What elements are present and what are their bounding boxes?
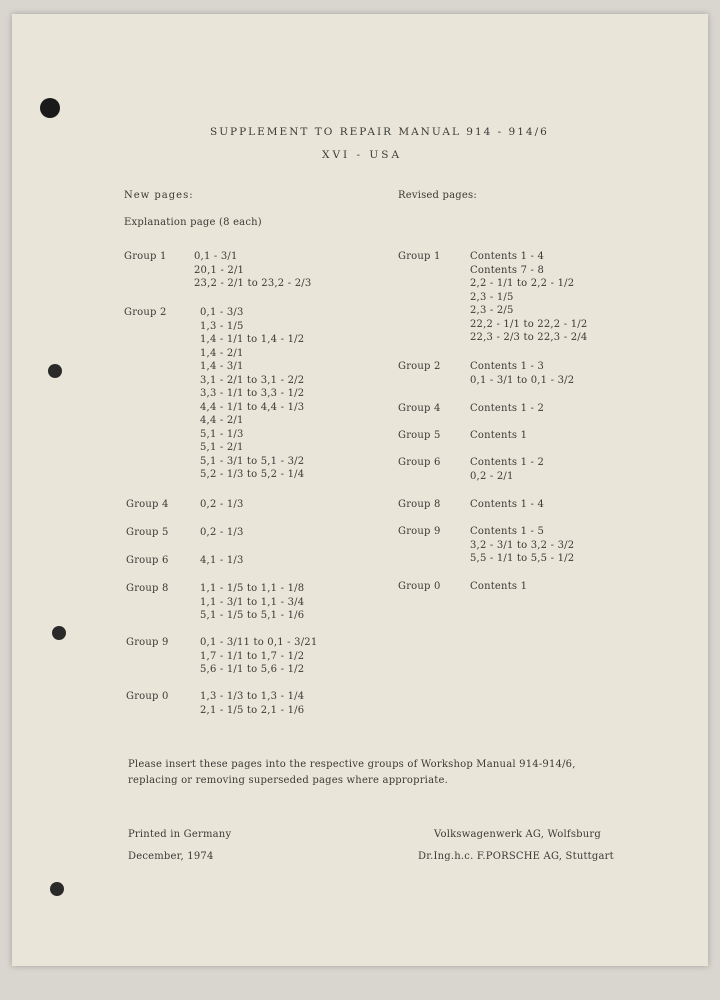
document-title: SUPPLEMENT TO REPAIR MANUAL 914 - 914/6 <box>210 126 549 138</box>
revised-group-label: Group 2 <box>398 361 441 372</box>
company-porsche: Dr.Ing.h.c. F.PORSCHE AG, Stuttgart <box>418 851 614 862</box>
revised-group-label: Group 6 <box>398 457 441 468</box>
revised-group-pages: Contents 1 - 4 <box>470 499 545 510</box>
revised-pages-heading: Revised pages: <box>398 190 477 201</box>
document-page <box>12 14 708 966</box>
revised-group-pages: Contents 1 <box>470 581 528 592</box>
new-group-pages: 0,1 - 3/1 20,1 - 2/1 23,2 - 2/1 to 23,2 - 2/3 <box>194 251 312 289</box>
punch-hole <box>48 364 62 378</box>
printed-in: Printed in Germany <box>128 829 232 840</box>
new-group-pages: 1,1 - 1/5 to 1,1 - 1/8 1,1 - 3/1 to 1,1 - 3/4 5,1 - 1/5 to 5,1 - 1/6 <box>200 583 305 621</box>
new-group-label: Group 0 <box>126 691 169 702</box>
new-group-pages: 0,1 - 3/3 1,3 - 1/5 1,4 - 1/1 to 1,4 - 1/2 1,4 - 2/1 1,4 - 3/1 3,1 - 2/1 to 3,1 - 2/2 3,3 - 1/1 to 3,3 - 1/2 4,4 - 1/1 to 4,4 - 1/3 4,4 - 2/1 5,1 - 1/3 5,1 - 2/1 5,1 - 3/1 to 5,1 - 3/2 5,2 - 1/3 to 5,2 - 1/4 <box>200 307 305 480</box>
new-group-label: Group 1 <box>124 251 167 262</box>
company-vw: Volkswagenwerk AG, Wolfsburg <box>434 829 601 840</box>
revised-group-pages: Contents 1 - 5 3,2 - 3/1 to 3,2 - 3/2 5,5 - 1/1 to 5,5 - 1/2 <box>470 526 575 564</box>
new-group-pages: 0,1 - 3/11 to 0,1 - 3/21 1,7 - 1/1 to 1,7 - 1/2 5,6 - 1/1 to 5,6 - 1/2 <box>200 637 318 675</box>
revised-group-label: Group 8 <box>398 499 441 510</box>
new-group-pages: 4,1 - 1/3 <box>200 555 244 566</box>
punch-hole <box>50 882 64 896</box>
revised-group-label: Group 4 <box>398 403 441 414</box>
revised-group-pages: Contents 1 - 2 0,2 - 2/1 <box>470 457 545 482</box>
new-group-label: Group 6 <box>126 555 169 566</box>
explanation-text: Explanation page (8 each) <box>124 217 262 228</box>
instruction-line-1: Please insert these pages into the respective groups of Workshop Manual 914-914/6, <box>128 759 576 770</box>
revised-group-label: Group 5 <box>398 430 441 441</box>
new-group-label: Group 2 <box>124 307 167 318</box>
new-group-pages: 0,2 - 1/3 <box>200 499 244 510</box>
new-group-label: Group 5 <box>126 527 169 538</box>
new-group-label: Group 9 <box>126 637 169 648</box>
revised-group-label: Group 9 <box>398 526 441 537</box>
punch-hole <box>52 626 66 640</box>
new-group-label: Group 8 <box>126 583 169 594</box>
revised-group-pages: Contents 1 - 2 <box>470 403 545 414</box>
revised-group-label: Group 0 <box>398 581 441 592</box>
revised-group-pages: Contents 1 - 4 Contents 7 - 8 2,2 - 1/1 to 2,2 - 1/2 2,3 - 1/5 2,3 - 2/5 22,2 - 1/1 to 22,2 - 1/2 22,3 - 2/3 to 22,3 - 2/4 <box>470 251 588 343</box>
print-date: December, 1974 <box>128 851 214 862</box>
document-subtitle: XVI - USA <box>322 149 403 161</box>
new-group-label: Group 4 <box>126 499 169 510</box>
revised-group-label: Group 1 <box>398 251 441 262</box>
instruction-line-2: replacing or removing superseded pages where appropriate. <box>128 775 448 786</box>
new-group-pages: 0,2 - 1/3 <box>200 527 244 538</box>
revised-group-pages: Contents 1 - 3 0,1 - 3/1 to 0,1 - 3/2 <box>470 361 575 386</box>
revised-group-pages: Contents 1 <box>470 430 528 441</box>
punch-hole <box>40 98 60 118</box>
new-pages-heading: New pages: <box>124 190 194 201</box>
new-group-pages: 1,3 - 1/3 to 1,3 - 1/4 2,1 - 1/5 to 2,1 - 1/6 <box>200 691 305 716</box>
